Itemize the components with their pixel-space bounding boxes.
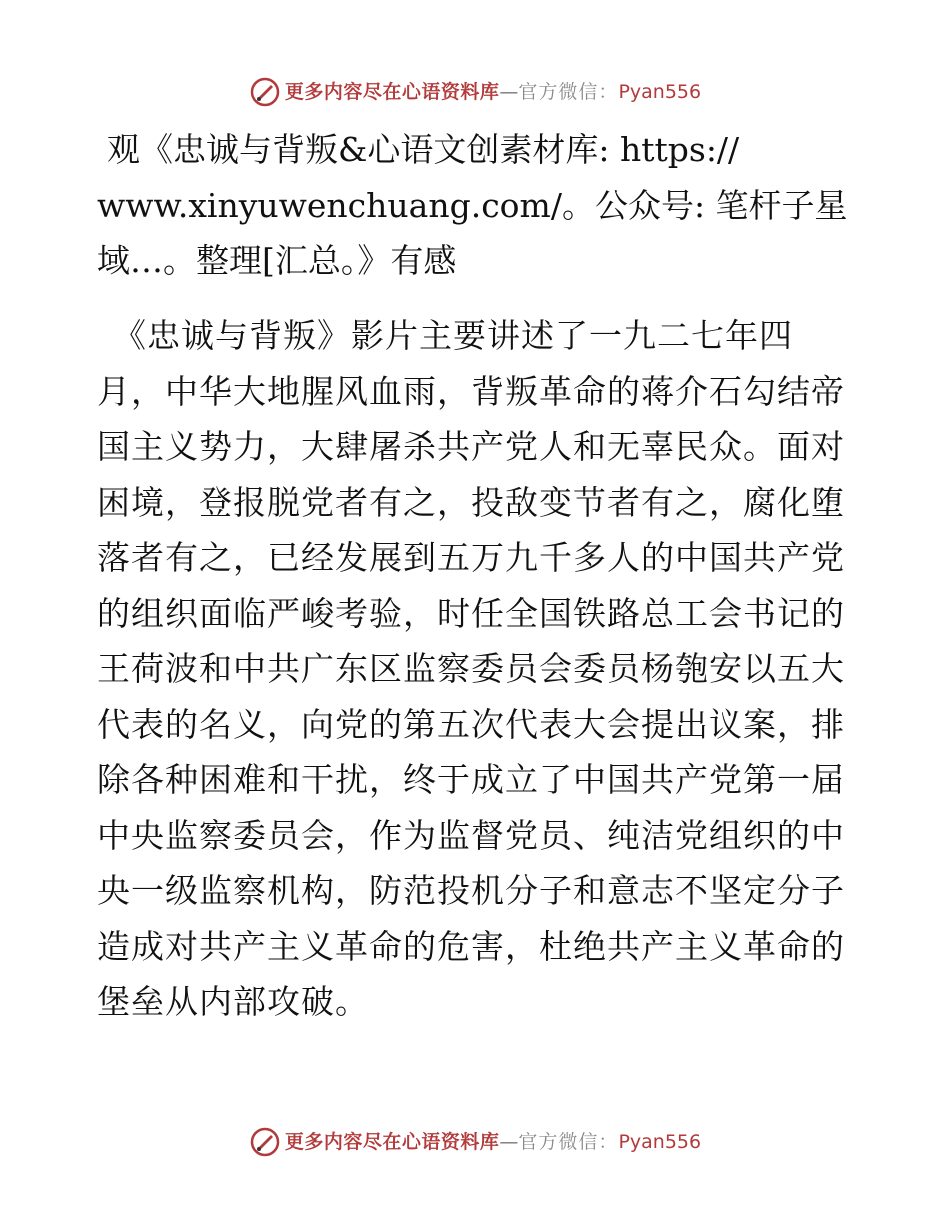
banner-wechat-id: Pyan556 [618,1131,702,1153]
body-line: 王荷波和中共广东区监察委员会委员杨匏安以五大 [97,649,845,688]
banner-official-label: 官方微信： [518,81,619,103]
footer-banner [0,1126,950,1158]
body-line: 的组织面临严峻考验，时任全国铁路总工会书记的 [97,593,845,633]
banner-brand-text: 更多内容尽在心语资料库 [284,81,500,103]
banner-wechat-id: Pyan556 [618,81,702,103]
body-line: 困境，登报脱党者有之，投敌变节者有之，腐化堕 [97,482,845,522]
header-banner [0,76,950,108]
body-line: 月，中华大地腥风血雨，背叛革命的蒋介石勾结帝 [97,371,845,411]
document-title [97,122,877,289]
body-line: 造成对共产主义革命的危害，杜绝共产主义革命的 [97,926,845,966]
body-line: 央一级监察机构，防范投机分子和意志不坚定分子 [97,871,845,910]
title-line: 域…。整理[汇总。》有感 [97,241,457,280]
brand-logo-icon [249,1126,281,1158]
body-line: 国主义势力，大肆屠杀共产党人和无辜民众。面对 [97,427,845,466]
title-line: 观《忠诚与背叛&心语文创素材库: https:// [107,130,740,169]
body-line: 代表的名义，向党的第五次代表大会提出议案，排 [97,704,845,744]
body-line: 中央监察委员会，作为监督党员、纯洁党组织的中 [97,815,845,855]
banner-separator: — [499,81,519,103]
body-line: 《忠诚与背叛》影片主要讲述了一九二七年四 [113,316,793,355]
body-line: 堡垒从内部攻破。 [97,982,369,1021]
brand-logo-icon [249,76,281,108]
body-line: 落者有之，已经发展到五万九千多人的中国共产党 [97,538,845,577]
banner-official-label: 官方微信： [518,1131,619,1153]
body-line: 除各种困难和干扰，终于成立了中国共产党第一届 [97,760,845,799]
banner-separator: — [499,1131,519,1153]
body-paragraph [97,308,857,1030]
title-line: www.xinyuwenchuang.com/。公众号: 笔杆子星 [97,185,848,225]
banner-brand-text: 更多内容尽在心语资料库 [284,1131,500,1153]
